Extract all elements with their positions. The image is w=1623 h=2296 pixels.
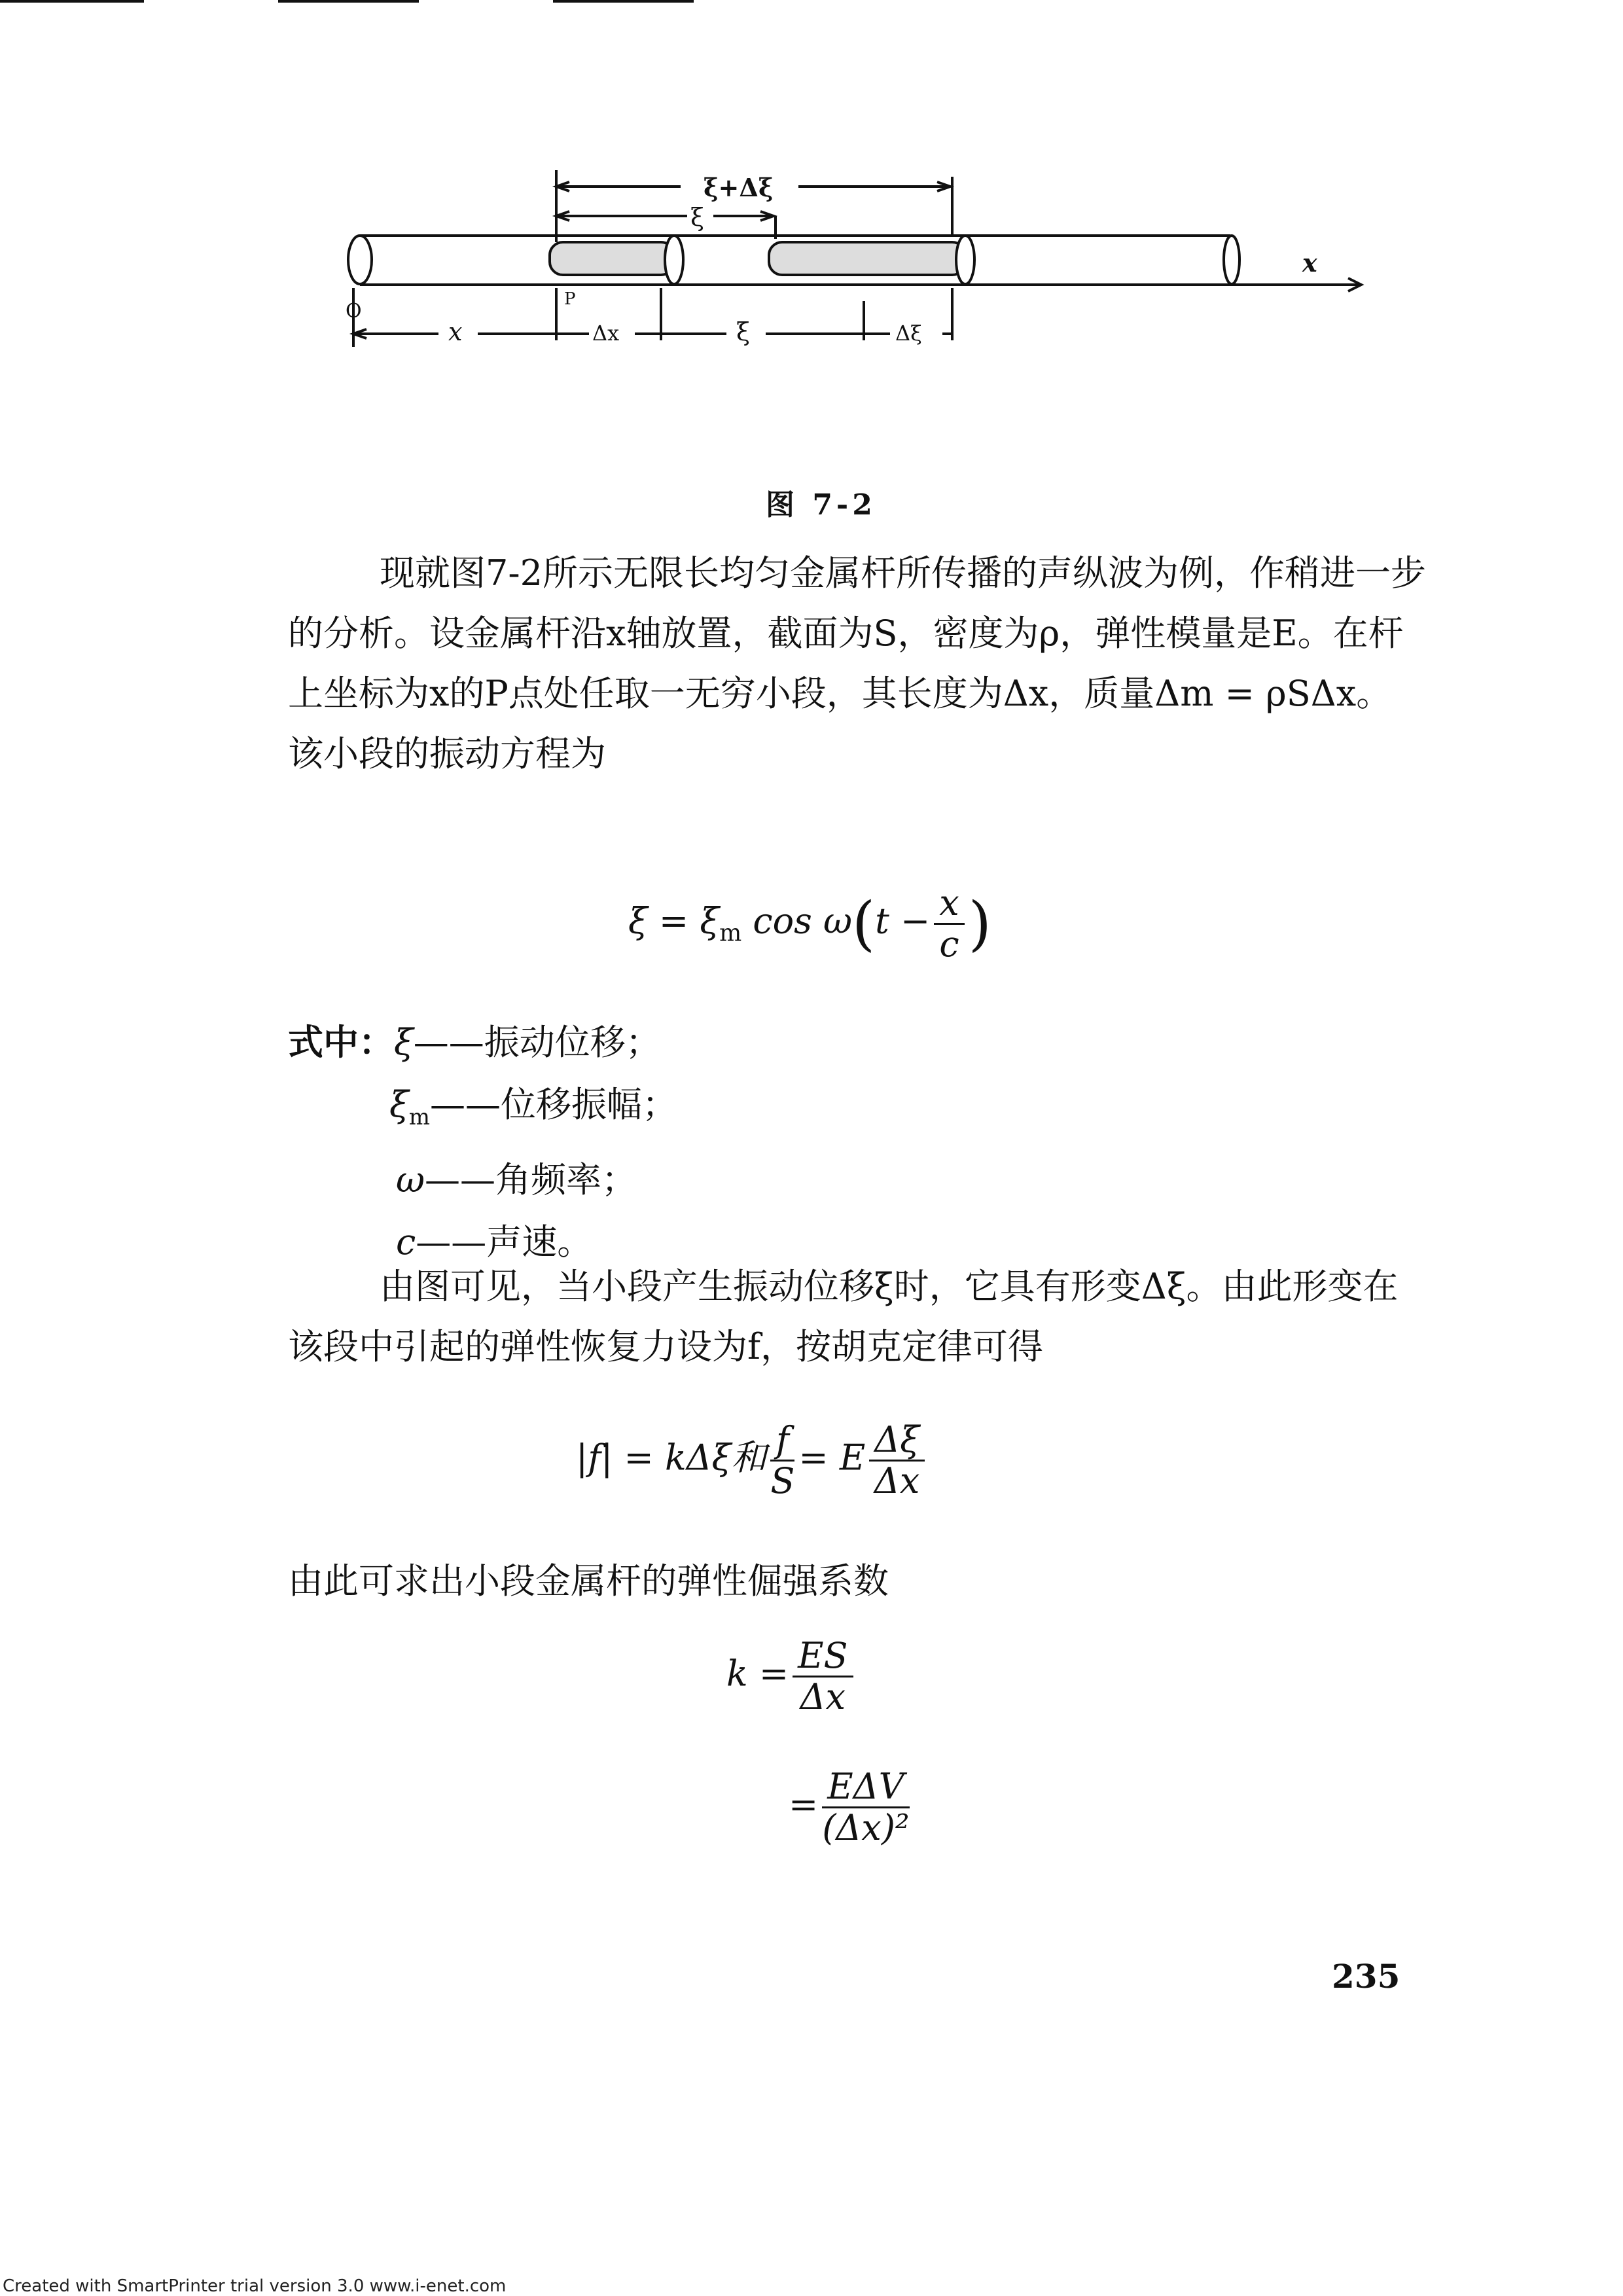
paragraph-1: 现就图7-2所示无限长均匀金属杆所传播的声纵波为例，作稍进一步的分析。设金属杆沿x轴放置，截面为S，密度为ρ，弹性模量是E。在杆上坐标为x的P点处任取一无穷小段，其长度为Δx，质量Δm = ρSΔx。该小段的振动方程为 bbox=[288, 552, 1426, 774]
equation-stiffness: k = $\frac{ES}{\Delta x}$ bbox=[726, 1636, 857, 1717]
label-dxi: Δξ bbox=[895, 321, 922, 346]
figure-caption: 图 7-2 bbox=[766, 488, 876, 522]
label-xi-top: ξ bbox=[690, 203, 704, 232]
rod-diagram bbox=[340, 131, 1420, 399]
label-origin: O bbox=[346, 300, 362, 323]
equation-stiffness-volume: = $\frac{\text{EΔV}}{\text{(Δx)²}}$ bbox=[789, 1766, 910, 1848]
paragraph-2: 由图可见，当小段产生振动位移ξ时，它具有形变Δξ。由此形变在该段中引起的弹性恢复力设为f，按胡克定律可得 bbox=[288, 1266, 1399, 1367]
label-x-axis: x bbox=[1302, 248, 1317, 278]
top-rule-2 bbox=[278, 0, 419, 3]
top-rule-3 bbox=[553, 0, 694, 3]
label-xi-plus-dxi: ξ+Δξ bbox=[704, 173, 774, 202]
label-x-distance: x bbox=[448, 317, 463, 346]
definition-row-4: c——声速。 bbox=[396, 1221, 593, 1263]
definition-row-3: ω——角频率； bbox=[396, 1158, 637, 1200]
symbol-definitions bbox=[288, 1011, 677, 1273]
label-dx: Δx bbox=[592, 321, 620, 346]
footer-watermark: Created with SmartPrinter trial version 3.0 www.i-enet.com bbox=[3, 2276, 507, 2296]
equation-displacement: $\xi = \xi_m$ cos ω(t − $\frac{x}{c}$ ) bbox=[628, 882, 991, 965]
page-number: 235 bbox=[1332, 1957, 1400, 1996]
paragraph-3: 由此可求出小段金属杆的弹性倔强系数 bbox=[288, 1560, 889, 1602]
label-xi-bottom: ξ bbox=[736, 317, 750, 346]
top-rule-1 bbox=[0, 0, 144, 3]
definition-row-1: 式中：ξ——振动位移； bbox=[288, 1021, 661, 1063]
label-p: P bbox=[564, 289, 576, 309]
equation-hooke: |f| = kΔξ和 $\frac{f}{S}$ = E $\frac{\Delta\xi}{\Delta x}$ bbox=[576, 1420, 929, 1501]
definition-row-2: $\xi_m——$位移振幅； bbox=[389, 1084, 677, 1130]
